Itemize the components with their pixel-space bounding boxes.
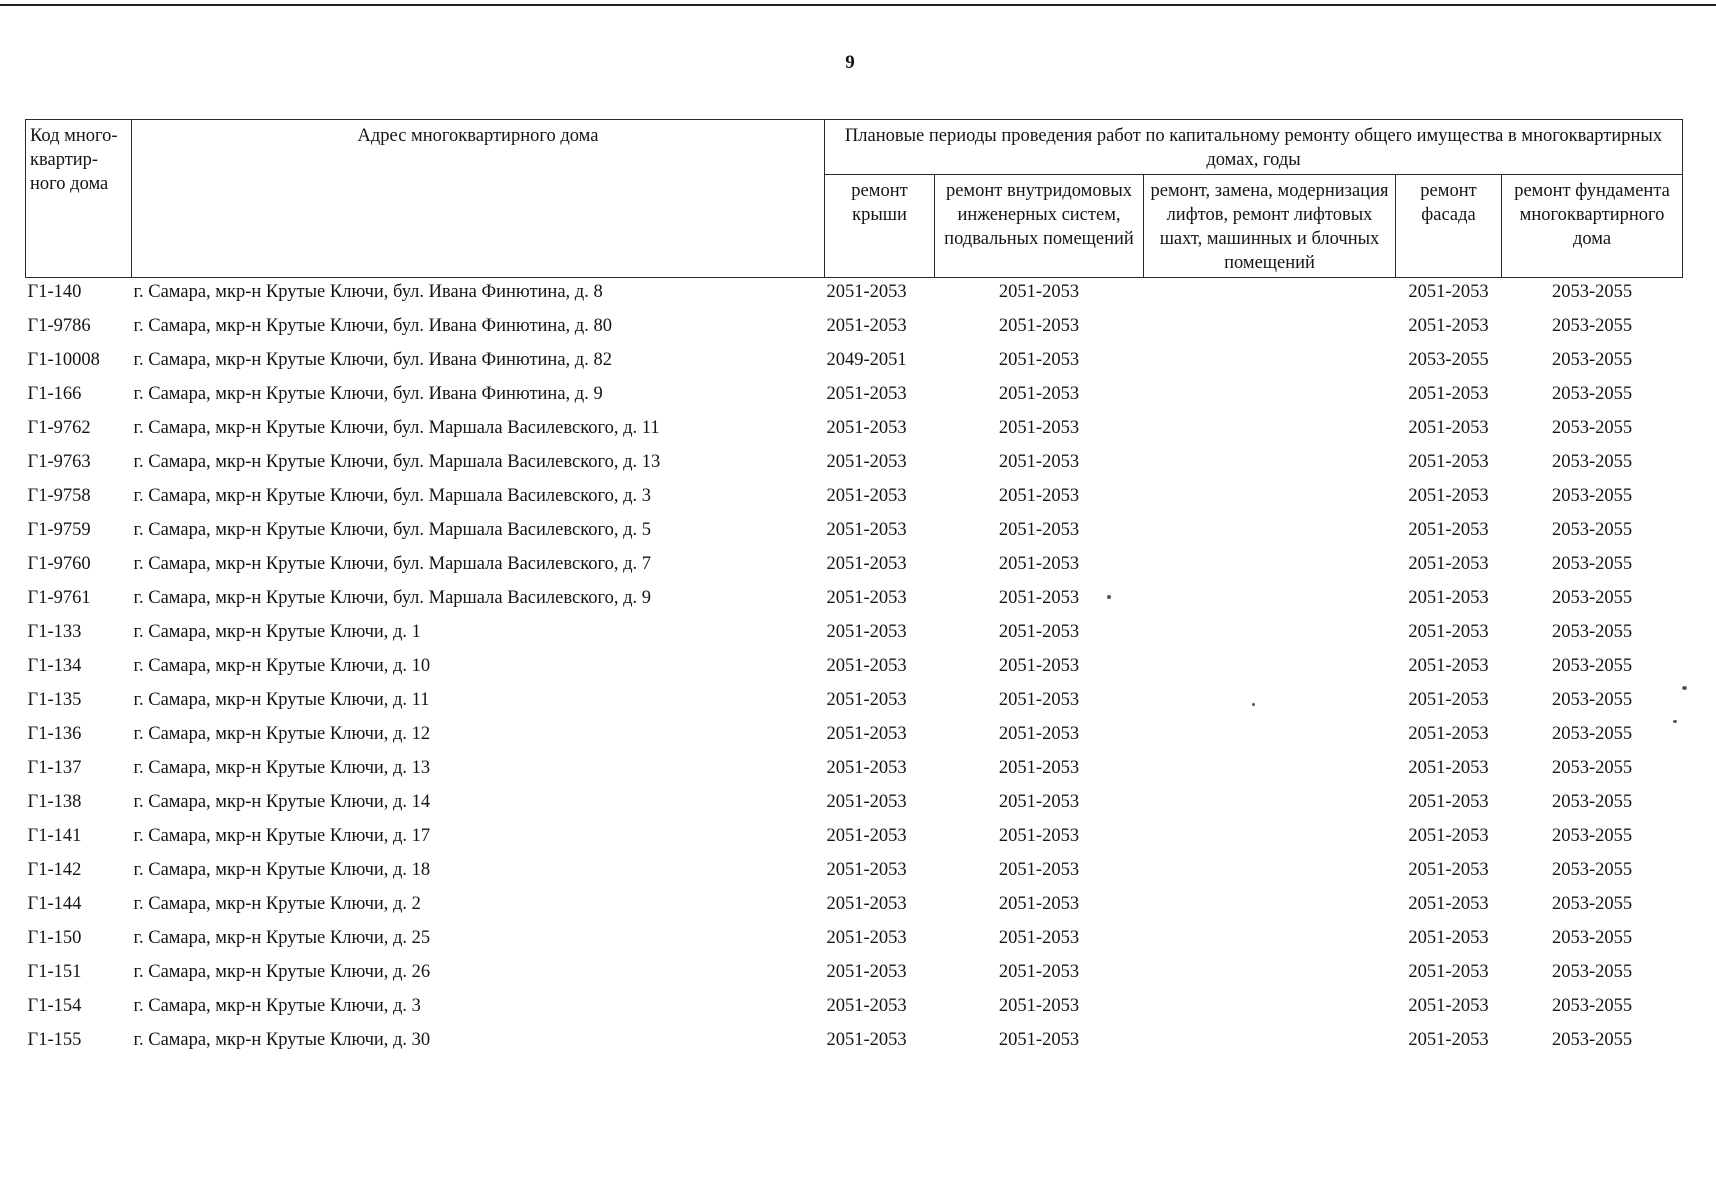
cell-roof: 2051-2053 <box>826 724 907 745</box>
cell-engineering: 2051-2053 <box>998 724 1080 745</box>
cell-roof: 2051-2053 <box>826 1030 907 1051</box>
cell-facade: 2051-2053 <box>1408 860 1489 881</box>
cell-address: г. Самара, мкр-н Крутые Ключи, бул. Маршала Василевского, д. 9 <box>133 588 652 609</box>
table-row <box>26 858 1683 892</box>
cell-code: Г1-150 <box>27 928 82 949</box>
cell-address: г. Самара, мкр-н Крутые Ключи, д. 12 <box>133 724 431 745</box>
cell-engineering: 2051-2053 <box>998 486 1080 507</box>
cell-lifts <box>1144 382 1396 416</box>
cell-code: Г1-9761 <box>27 588 91 609</box>
cell-engineering: 2051-2053 <box>998 690 1080 711</box>
cell-foundation: 2053-2055 <box>1551 656 1633 677</box>
cell-foundation: 2053-2055 <box>1551 350 1633 371</box>
cell-address: г. Самара, мкр-н Крутые Ключи, бул. Ивана Финютина, д. 8 <box>133 282 603 303</box>
top-border-line <box>0 4 1716 6</box>
cell-lifts <box>1144 960 1396 994</box>
cell-roof: 2051-2053 <box>826 520 907 541</box>
cell-foundation: 2053-2055 <box>1551 554 1633 575</box>
cell-lifts <box>1144 484 1396 518</box>
scan-speck <box>1252 703 1255 706</box>
cell-foundation: 2053-2055 <box>1551 282 1633 303</box>
table-row <box>26 314 1683 348</box>
cell-address: г. Самара, мкр-н Крутые Ключи, бул. Маршала Василевского, д. 11 <box>133 418 660 439</box>
cell-facade: 2051-2053 <box>1408 452 1489 473</box>
header-roof: ремонт крыши <box>825 175 935 278</box>
table-row <box>26 348 1683 382</box>
cell-roof: 2051-2053 <box>826 656 907 677</box>
cell-foundation: 2053-2055 <box>1551 384 1633 405</box>
cell-foundation: 2053-2055 <box>1551 452 1633 473</box>
scan-speck <box>1682 686 1687 690</box>
header-foundation: ремонт фундамента многоквартирного дома <box>1502 175 1683 278</box>
cell-roof: 2051-2053 <box>826 826 907 847</box>
cell-code: Г1-141 <box>27 826 82 847</box>
cell-lifts <box>1144 654 1396 688</box>
cell-engineering: 2051-2053 <box>998 962 1080 983</box>
cell-facade: 2051-2053 <box>1408 928 1489 949</box>
cell-foundation: 2053-2055 <box>1551 622 1633 643</box>
cell-roof: 2051-2053 <box>826 282 907 303</box>
header-periods-group: Плановые периоды проведения работ по капитальному ремонту общего имущества в многоквартирных домах, годы <box>825 120 1683 175</box>
cell-address: г. Самара, мкр-н Крутые Ключи, д. 10 <box>133 656 431 677</box>
cell-facade: 2051-2053 <box>1408 894 1489 915</box>
cell-address: г. Самара, мкр-н Крутые Ключи, бул. Маршала Василевского, д. 5 <box>133 520 652 541</box>
cell-facade: 2051-2053 <box>1408 554 1489 575</box>
table-row <box>26 586 1683 620</box>
cell-facade: 2051-2053 <box>1408 724 1489 745</box>
cell-roof: 2051-2053 <box>826 316 907 337</box>
cell-engineering: 2051-2053 <box>998 384 1080 405</box>
cell-foundation: 2053-2055 <box>1551 486 1633 507</box>
cell-foundation: 2053-2055 <box>1551 894 1633 915</box>
table-row <box>26 994 1683 1028</box>
cell-code: Г1-9759 <box>27 520 91 541</box>
header-facade: ремонт фасада <box>1396 175 1502 278</box>
cell-lifts <box>1144 348 1396 382</box>
cell-roof: 2051-2053 <box>826 452 907 473</box>
cell-lifts <box>1144 450 1396 484</box>
cell-code: Г1-151 <box>27 962 82 983</box>
cell-facade: 2051-2053 <box>1408 282 1489 303</box>
header-lifts: ремонт, замена, модернизация лифтов, ремонт лифтовых шахт, машинных и блочных помещений <box>1144 175 1396 278</box>
cell-engineering: 2051-2053 <box>998 860 1080 881</box>
cell-code: Г1-9763 <box>27 452 91 473</box>
cell-facade: 2051-2053 <box>1408 758 1489 779</box>
cell-foundation: 2053-2055 <box>1551 418 1633 439</box>
table-row <box>26 518 1683 552</box>
cell-foundation: 2053-2055 <box>1551 860 1633 881</box>
cell-address: г. Самара, мкр-н Крутые Ключи, бул. Ивана Финютина, д. 80 <box>133 316 612 337</box>
cell-facade: 2053-2055 <box>1408 350 1489 371</box>
table-row <box>26 278 1683 315</box>
cell-foundation: 2053-2055 <box>1551 724 1633 745</box>
cell-foundation: 2053-2055 <box>1551 758 1633 779</box>
table-row <box>26 382 1683 416</box>
cell-code: Г1-140 <box>27 282 82 303</box>
table-row <box>26 1028 1683 1062</box>
cell-address: г. Самара, мкр-н Крутые Ключи, д. 13 <box>133 758 431 779</box>
cell-code: Г1-9760 <box>27 554 91 575</box>
capital-repair-schedule-table <box>25 119 1683 1062</box>
cell-lifts <box>1144 858 1396 892</box>
header-address: Адрес многоквартирного дома <box>132 120 825 278</box>
cell-lifts <box>1144 586 1396 620</box>
cell-roof: 2051-2053 <box>826 894 907 915</box>
cell-lifts <box>1144 756 1396 790</box>
cell-engineering: 2051-2053 <box>998 452 1080 473</box>
cell-lifts <box>1144 416 1396 450</box>
cell-address: г. Самара, мкр-н Крутые Ключи, д. 3 <box>133 996 421 1017</box>
cell-foundation: 2053-2055 <box>1551 996 1633 1017</box>
cell-code: Г1-137 <box>27 758 82 779</box>
cell-facade: 2051-2053 <box>1408 690 1489 711</box>
cell-foundation: 2053-2055 <box>1551 962 1633 983</box>
cell-foundation: 2053-2055 <box>1551 792 1633 813</box>
cell-facade: 2051-2053 <box>1408 520 1489 541</box>
cell-roof: 2051-2053 <box>826 928 907 949</box>
cell-code: Г1-166 <box>27 384 82 405</box>
cell-roof: 2051-2053 <box>826 384 907 405</box>
cell-address: г. Самара, мкр-н Крутые Ключи, бул. Ивана Финютина, д. 82 <box>133 350 612 371</box>
cell-engineering: 2051-2053 <box>998 792 1080 813</box>
cell-facade: 2051-2053 <box>1408 792 1489 813</box>
cell-engineering: 2051-2053 <box>998 996 1080 1017</box>
cell-lifts <box>1144 1028 1396 1062</box>
cell-code: Г1-9762 <box>27 418 91 439</box>
cell-engineering: 2051-2053 <box>998 758 1080 779</box>
cell-foundation: 2053-2055 <box>1551 826 1633 847</box>
cell-code: Г1-9758 <box>27 486 91 507</box>
cell-facade: 2051-2053 <box>1408 826 1489 847</box>
table-row <box>26 756 1683 790</box>
cell-lifts <box>1144 552 1396 586</box>
cell-address: г. Самара, мкр-н Крутые Ключи, д. 30 <box>133 1030 431 1051</box>
cell-engineering: 2051-2053 <box>998 520 1080 541</box>
cell-lifts <box>1144 892 1396 926</box>
cell-code: Г1-142 <box>27 860 82 881</box>
cell-address: г. Самара, мкр-н Крутые Ключи, бул. Маршала Василевского, д. 7 <box>133 554 652 575</box>
cell-lifts <box>1144 926 1396 960</box>
header-engineering: ремонт внутридомовых инженерных систем, подвальных помещений <box>935 175 1144 278</box>
cell-address: г. Самара, мкр-н Крутые Ключи, бул. Маршала Василевского, д. 3 <box>133 486 652 507</box>
table-row <box>26 620 1683 654</box>
header-code: Код много-квартир-ного дома <box>26 120 132 278</box>
cell-address: г. Самара, мкр-н Крутые Ключи, д. 17 <box>133 826 431 847</box>
cell-engineering: 2051-2053 <box>998 418 1080 439</box>
cell-facade: 2051-2053 <box>1408 486 1489 507</box>
cell-roof: 2051-2053 <box>826 996 907 1017</box>
cell-engineering: 2051-2053 <box>998 350 1080 371</box>
cell-foundation: 2053-2055 <box>1551 690 1633 711</box>
scan-speck <box>1107 595 1111 599</box>
cell-roof: 2051-2053 <box>826 622 907 643</box>
table-body <box>26 278 1683 1063</box>
cell-facade: 2051-2053 <box>1408 656 1489 677</box>
cell-code: Г1-10008 <box>27 350 100 371</box>
cell-lifts <box>1144 620 1396 654</box>
cell-lifts <box>1144 688 1396 722</box>
cell-engineering: 2051-2053 <box>998 282 1080 303</box>
cell-engineering: 2051-2053 <box>998 894 1080 915</box>
cell-code: Г1-9786 <box>27 316 91 337</box>
table-row <box>26 484 1683 518</box>
cell-roof: 2051-2053 <box>826 962 907 983</box>
table-row <box>26 926 1683 960</box>
cell-code: Г1-135 <box>27 690 82 711</box>
table-row <box>26 416 1683 450</box>
cell-code: Г1-144 <box>27 894 82 915</box>
cell-engineering: 2051-2053 <box>998 1030 1080 1051</box>
header-row-top <box>26 120 1683 175</box>
cell-address: г. Самара, мкр-н Крутые Ключи, д. 2 <box>133 894 421 915</box>
cell-address: г. Самара, мкр-н Крутые Ключи, д. 14 <box>133 792 431 813</box>
cell-roof: 2049-2051 <box>826 350 907 371</box>
cell-foundation: 2053-2055 <box>1551 520 1633 541</box>
table-row <box>26 722 1683 756</box>
table-row <box>26 960 1683 994</box>
cell-code: Г1-134 <box>27 656 82 677</box>
cell-roof: 2051-2053 <box>826 418 907 439</box>
cell-engineering: 2051-2053 <box>998 622 1080 643</box>
cell-code: Г1-154 <box>27 996 82 1017</box>
cell-facade: 2051-2053 <box>1408 962 1489 983</box>
cell-lifts <box>1144 314 1396 348</box>
cell-roof: 2051-2053 <box>826 588 907 609</box>
cell-engineering: 2051-2053 <box>998 928 1080 949</box>
scan-speck <box>1673 720 1677 723</box>
cell-roof: 2051-2053 <box>826 690 907 711</box>
table-row <box>26 790 1683 824</box>
cell-facade: 2051-2053 <box>1408 418 1489 439</box>
cell-foundation: 2053-2055 <box>1551 928 1633 949</box>
cell-foundation: 2053-2055 <box>1551 588 1633 609</box>
cell-roof: 2051-2053 <box>826 486 907 507</box>
cell-engineering: 2051-2053 <box>998 656 1080 677</box>
cell-facade: 2051-2053 <box>1408 588 1489 609</box>
cell-roof: 2051-2053 <box>826 792 907 813</box>
cell-address: г. Самара, мкр-н Крутые Ключи, бул. Маршала Василевского, д. 13 <box>133 452 661 473</box>
cell-foundation: 2053-2055 <box>1551 1030 1633 1051</box>
cell-address: г. Самара, мкр-н Крутые Ключи, д. 1 <box>133 622 421 643</box>
table-row <box>26 892 1683 926</box>
table-row <box>26 654 1683 688</box>
cell-code: Г1-155 <box>27 1030 82 1051</box>
cell-facade: 2051-2053 <box>1408 622 1489 643</box>
cell-address: г. Самара, мкр-н Крутые Ключи, д. 18 <box>133 860 431 881</box>
cell-lifts <box>1144 994 1396 1028</box>
cell-roof: 2051-2053 <box>826 554 907 575</box>
cell-code: Г1-133 <box>27 622 82 643</box>
table-row <box>26 688 1683 722</box>
cell-facade: 2051-2053 <box>1408 316 1489 337</box>
table-header <box>26 120 1683 278</box>
table-row <box>26 824 1683 858</box>
cell-lifts <box>1144 722 1396 756</box>
cell-roof: 2051-2053 <box>826 860 907 881</box>
cell-address: г. Самара, мкр-н Крутые Ключи, д. 11 <box>133 690 430 711</box>
cell-engineering: 2051-2053 <box>998 554 1080 575</box>
cell-address: г. Самара, мкр-н Крутые Ключи, бул. Ивана Финютина, д. 9 <box>133 384 603 405</box>
cell-lifts <box>1144 518 1396 552</box>
cell-facade: 2051-2053 <box>1408 996 1489 1017</box>
cell-facade: 2051-2053 <box>1408 1030 1489 1051</box>
cell-foundation: 2053-2055 <box>1551 316 1633 337</box>
cell-roof: 2051-2053 <box>826 758 907 779</box>
cell-engineering: 2051-2053 <box>998 588 1080 609</box>
cell-engineering: 2051-2053 <box>998 826 1080 847</box>
cell-facade: 2051-2053 <box>1408 384 1489 405</box>
table-row <box>26 552 1683 586</box>
cell-address: г. Самара, мкр-н Крутые Ключи, д. 26 <box>133 962 431 983</box>
cell-code: Г1-138 <box>27 792 82 813</box>
cell-engineering: 2051-2053 <box>998 316 1080 337</box>
page-number: 9 <box>845 52 855 73</box>
cell-lifts <box>1144 790 1396 824</box>
table-row <box>26 450 1683 484</box>
cell-lifts <box>1144 278 1396 315</box>
cell-lifts <box>1144 824 1396 858</box>
cell-code: Г1-136 <box>27 724 82 745</box>
cell-address: г. Самара, мкр-н Крутые Ключи, д. 25 <box>133 928 431 949</box>
